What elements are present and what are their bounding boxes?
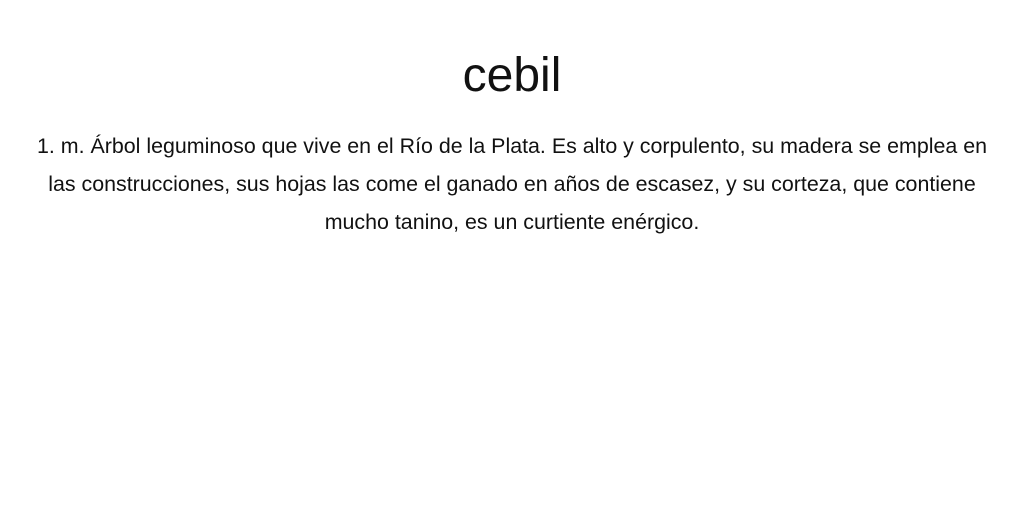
definition-text: 1. m. Árbol leguminoso que vive en el Río de la Plata. Es alto y corpulento, su madera se emplea en las construcciones, sus hojas las come el ganado en años de escasez, y su corteza, que contiene mucho tanino, es un curtiente enérgico. [36, 134, 988, 234]
entry-term: cebil [462, 49, 562, 102]
